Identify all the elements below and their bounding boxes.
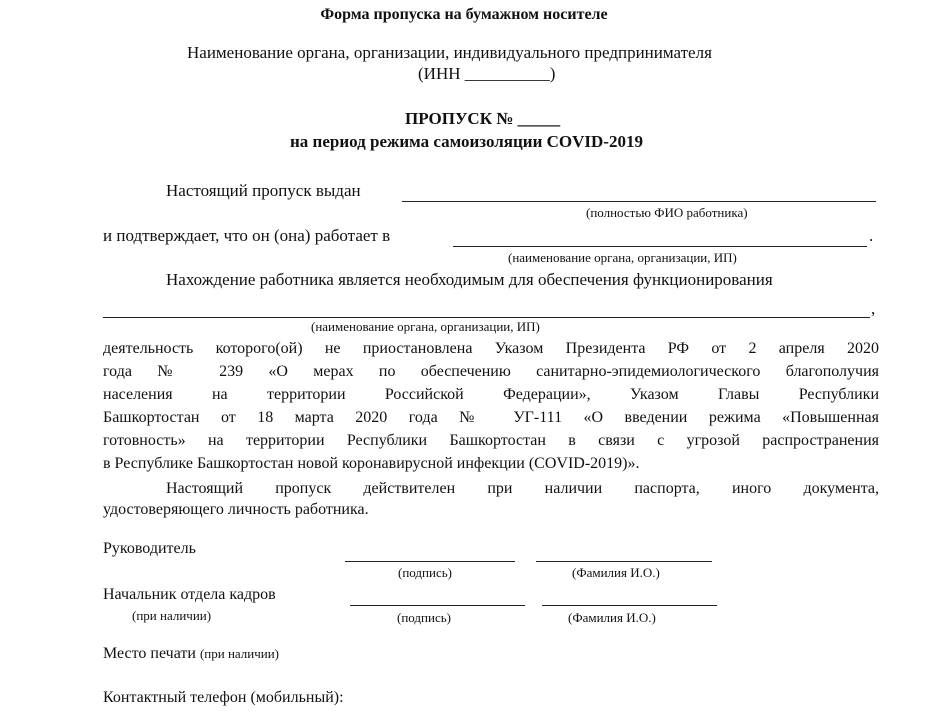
- form-header-title: Форма пропуска на бумажном носителе: [320, 6, 608, 23]
- hr-name-caption: (Фамилия И.О.): [568, 610, 656, 625]
- organization-caption: (наименование органа, организации, ИП): [311, 319, 540, 334]
- pass-subtitle: на период режима самоизоляции COVID-2019: [290, 132, 643, 151]
- works-at-label: и подтверждает, что он (она) работает в: [103, 226, 391, 245]
- hr-head-label: Начальник отдела кадров: [103, 586, 276, 603]
- inn-blank[interactable]: __________: [464, 64, 550, 83]
- organization-line[interactable]: [103, 317, 870, 318]
- body-text-line: в Республике Башкортостан новой коронавирусной инфекции (COVID-2019)».: [103, 455, 640, 472]
- organization-name-label: Наименование органа, организации, индивидуального предпринимателя: [187, 43, 712, 62]
- head-name-caption: (Фамилия И.О.): [572, 565, 660, 580]
- works-at-end: .: [869, 226, 874, 245]
- pass-title-label: ПРОПУСК №: [405, 109, 514, 128]
- hr-name-line[interactable]: [542, 605, 717, 606]
- validity-text-line: удостоверяющего личность работника.: [103, 501, 369, 518]
- works-at-line[interactable]: [453, 246, 867, 247]
- works-at-caption: (наименование органа, организации, ИП): [508, 250, 737, 265]
- body-text-line: года № 239 «О мерах по обеспечению санитарно-эпидемиологического благополучия: [103, 363, 879, 380]
- head-name-line[interactable]: [536, 561, 712, 562]
- body-text-line: населения на территории Российской Федерации», Указом Главы Республики: [103, 386, 879, 403]
- validity-text-line: Настоящий пропуск действителен при наличии паспорта, иного документа,: [166, 480, 879, 497]
- inn-line: [418, 64, 555, 84]
- necessity-text: Нахождение работника является необходимым для обеспечения функционирования: [166, 270, 773, 289]
- issued-to-caption: (полностью ФИО работника): [586, 205, 748, 220]
- body-text-line: деятельность которого(ой) не приостановлена Указом Президента РФ от 2 апреля 2020: [103, 340, 879, 357]
- stamp-place: [103, 645, 279, 663]
- stamp-label: Место печати: [103, 645, 196, 662]
- body-text-line: Башкортостан от 18 марта 2020 года № УГ-111 «О введении режима «Повышенная: [103, 409, 879, 426]
- body-text-line: готовность» на территории Республики Башкортостан в связи с угрозой распространения: [103, 432, 879, 449]
- hr-signature-line[interactable]: [350, 605, 525, 606]
- head-signature-line[interactable]: [345, 561, 515, 562]
- stamp-note: (при наличии): [199, 646, 280, 661]
- organization-line-end: ,: [871, 299, 876, 318]
- hr-head-note: (при наличии): [132, 608, 212, 623]
- pass-number-blank[interactable]: _____: [517, 109, 561, 128]
- head-label: Руководитель: [103, 540, 196, 557]
- head-signature-caption: (подпись): [398, 565, 452, 580]
- hr-signature-caption: (подпись): [397, 610, 451, 625]
- inn-suffix: ): [549, 64, 556, 83]
- pass-title: [405, 109, 560, 129]
- inn-prefix: (ИНН: [418, 64, 461, 83]
- issued-to-label: Настоящий пропуск выдан: [166, 181, 361, 200]
- contact-phone-label: Контактный телефон (мобильный):: [103, 689, 344, 706]
- issued-to-line[interactable]: [402, 201, 876, 202]
